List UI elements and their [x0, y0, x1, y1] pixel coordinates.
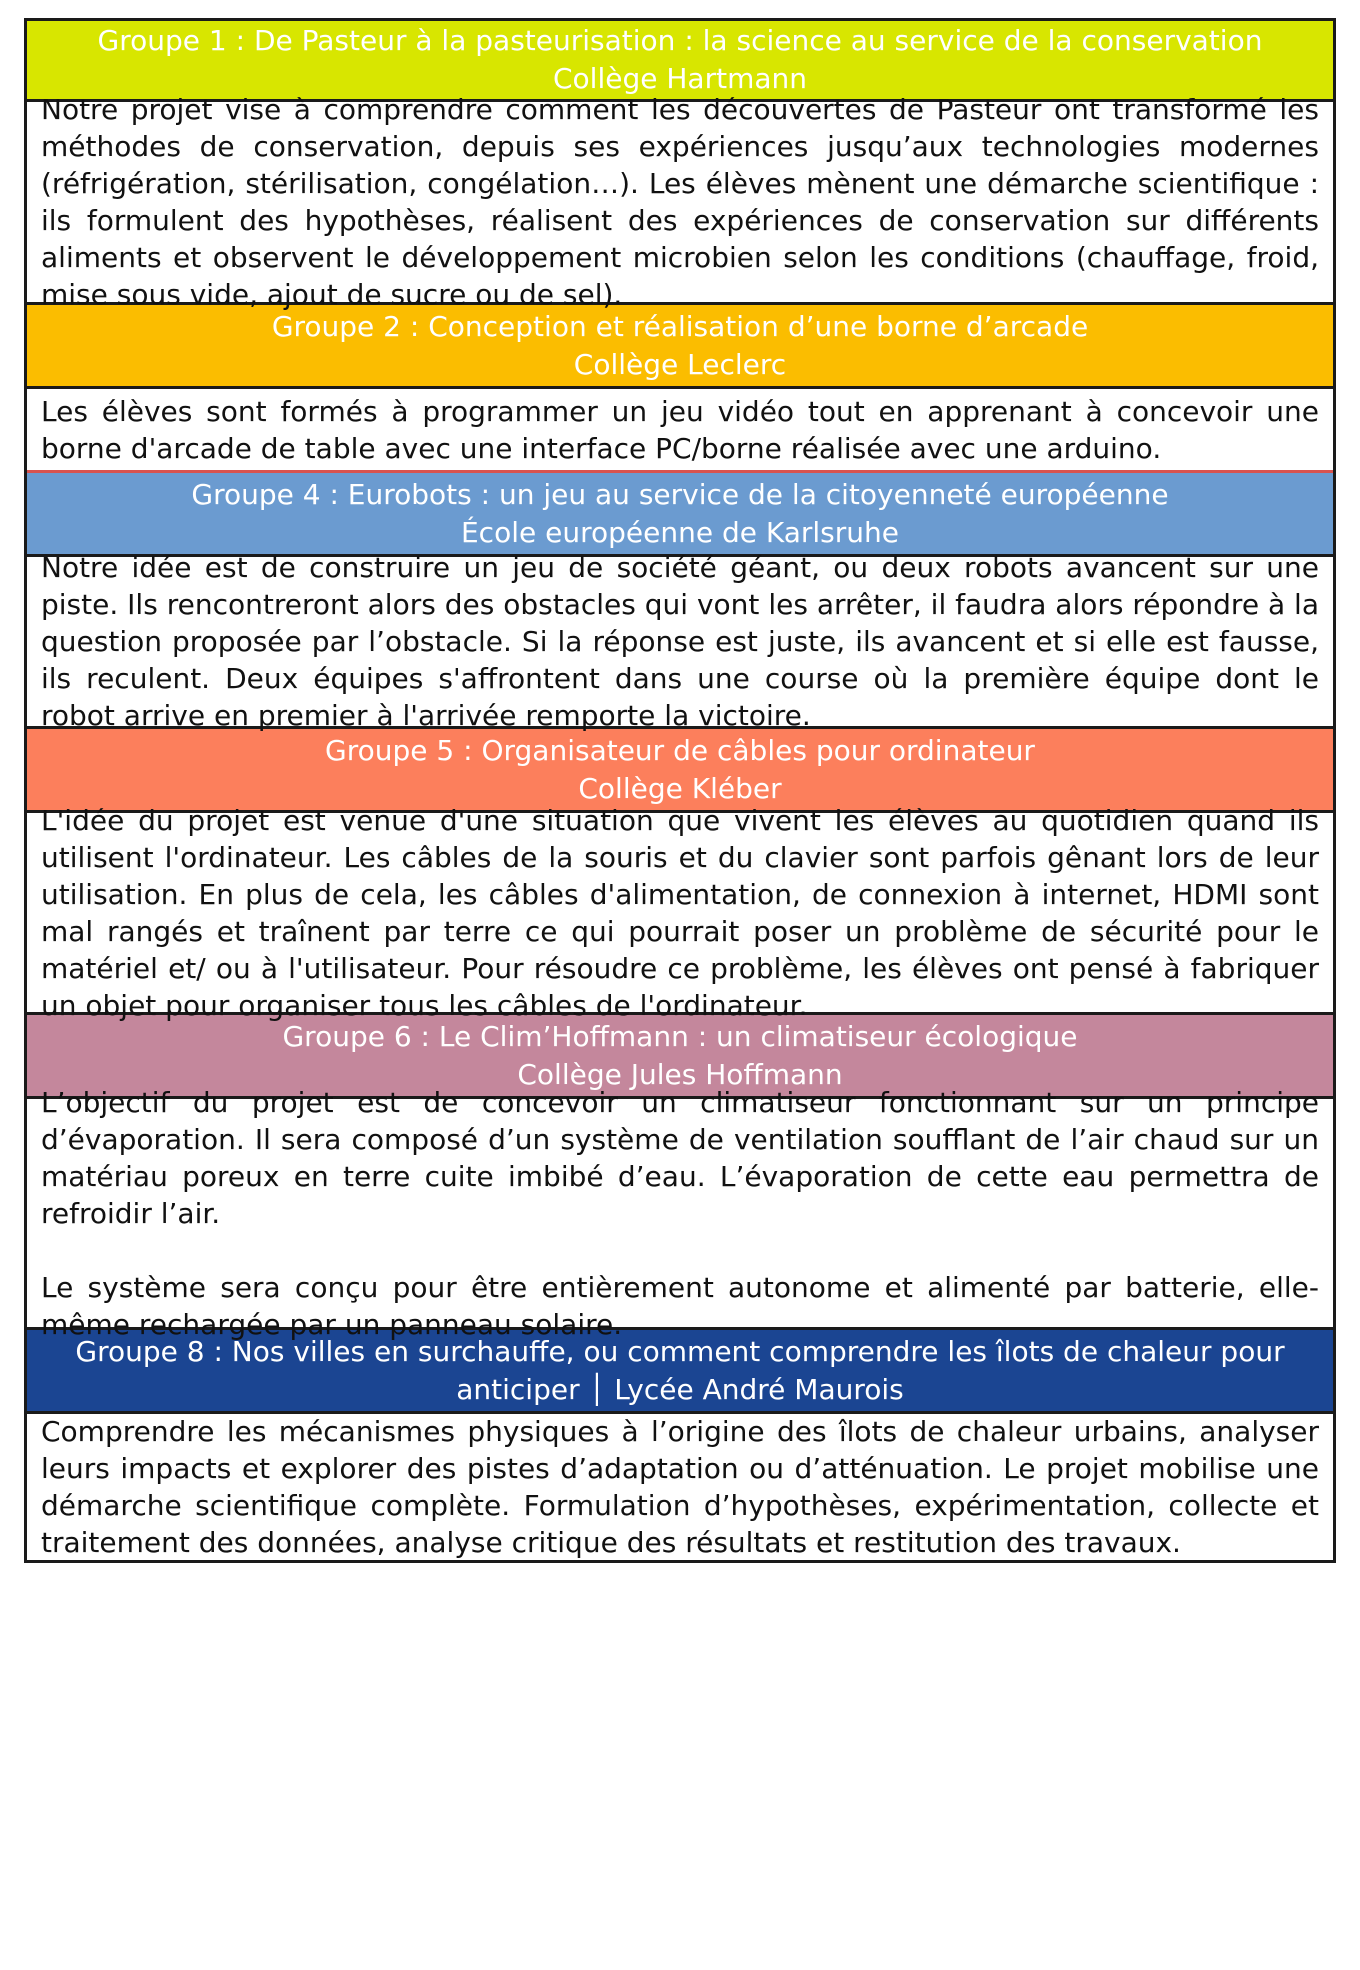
description-paragraph: Notre projet vise à comprendre comment les découvertes de Pasteur ont transformé les méthodes de conservation, depuis ses expériences jusqu’aux technologies modernes (réfrigération, stérilisation, congélation…). Les élèves mènent une démarche scientifique : ils formulent des hypothèses, réalisent des expériences de conservation sur différents aliments et observent le développement microbien selon les conditions (chauffage, froid, mise sous vide, ajout de sucre ou de sel). — [41, 93, 1319, 311]
group-header — [27, 729, 1333, 813]
group-description — [27, 93, 1333, 311]
group-header — [27, 21, 1333, 102]
description-paragraph: Comprendre les mécanismes physiques à l’origine des îlots de chaleur urbains, analyser leurs impacts et explorer des pistes d’adaptation ou d’atténuation. Le projet mobilise une démarche scientifique complète. Formulation d’hypothèses, expérimentation, collecte et traitement des données, analyse critique des résultats et restitution des travaux. — [41, 1415, 1319, 1559]
group-title: Groupe 2 : Conception et réalisation d’une borne d’arcade — [271, 309, 1089, 343]
group-school: École européenne de Karlsruhe — [460, 515, 899, 549]
description-paragraph: Les élèves sont formés à programmer un jeu vidéo tout en apprenant à concevoir une borne d'arcade de table avec une interface PC/borne réalisée avec une arduino. — [41, 394, 1319, 465]
group-description — [27, 551, 1333, 732]
group-title: Groupe 8 : Nos villes en surchauffe, ou comment comprendre les îlots de chaleur pour anticiper │ Lycée André Maurois — [75, 1334, 1285, 1406]
group-school: Collège Hartmann — [553, 62, 807, 95]
group-title: Groupe 6 : Le Clim’Hoffmann : un climatiseur écologique — [282, 1019, 1078, 1053]
group-school: Collège Jules Hoffmann — [517, 1057, 843, 1091]
group-description — [27, 1085, 1333, 1341]
description-paragraph: L’objectif du projet est de concevoir un climatiseur fonctionnant sur un principe d’évaporation. Il sera composé d’un système de ventilation soufflant de l’air chaud sur un matériau poreux en terre cuite imbibé d’eau. L’évaporation de cette eau permettra de refroidir l’air. — [41, 1085, 1319, 1230]
group-header — [27, 1330, 1333, 1414]
group-description — [27, 803, 1333, 1022]
group-header — [27, 473, 1333, 557]
group-school: Collège Leclerc — [573, 347, 787, 381]
description-paragraph: Notre idée est de construire un jeu de société géant, ou deux robots avancent sur une piste. Ils rencontreront alors des obstacles qui vont les arrêter, il faudra alors répondre à la question proposée par l’obstacle. Si la réponse est juste, ils avancent et si elle est fausse, ils reculent. Deux équipes s'affrontent dans une course où la première équipe dont le robot arrive en premier à l'arrivée remporte la victoire. — [41, 551, 1319, 732]
group-header — [27, 305, 1333, 389]
group-title: Groupe 5 : Organisateur de câbles pour ordinateur — [325, 733, 1035, 767]
projects-table — [24, 18, 1336, 1563]
group-description — [27, 1414, 1333, 1560]
description-paragraph: L'idée du projet est venue d'une situation que vivent les élèves au quotidien quand ils utilisent l'ordinateur. Les câbles de la souris et du clavier sont parfois gênant lors de leur utilisation. En plus de cela, les câbles d'alimentation, de connexion à internet, HDMI sont mal rangés et traînent par terre ce qui pourrait poser un problème de sécurité pour le matériel et/ ou à l'utilisateur. Pour résoudre ce problème, les élèves ont pensé à fabriquer un objet pour organiser tous les câbles de l'ordinateur. — [41, 803, 1319, 1022]
group-school: Collège Kléber — [578, 771, 782, 805]
group-title: Groupe 1 : De Pasteur à la pasteurisation : la science au service de la conservation — [97, 24, 1263, 57]
group-description — [27, 389, 1333, 473]
description-paragraph: Le système sera conçu pour être entièrement autonome et alimenté par batterie, elle-même rechargée par un panneau solaire. — [41, 1270, 1319, 1341]
group-title: Groupe 4 : Eurobots : un jeu au service de la citoyenneté européenne — [191, 477, 1169, 511]
